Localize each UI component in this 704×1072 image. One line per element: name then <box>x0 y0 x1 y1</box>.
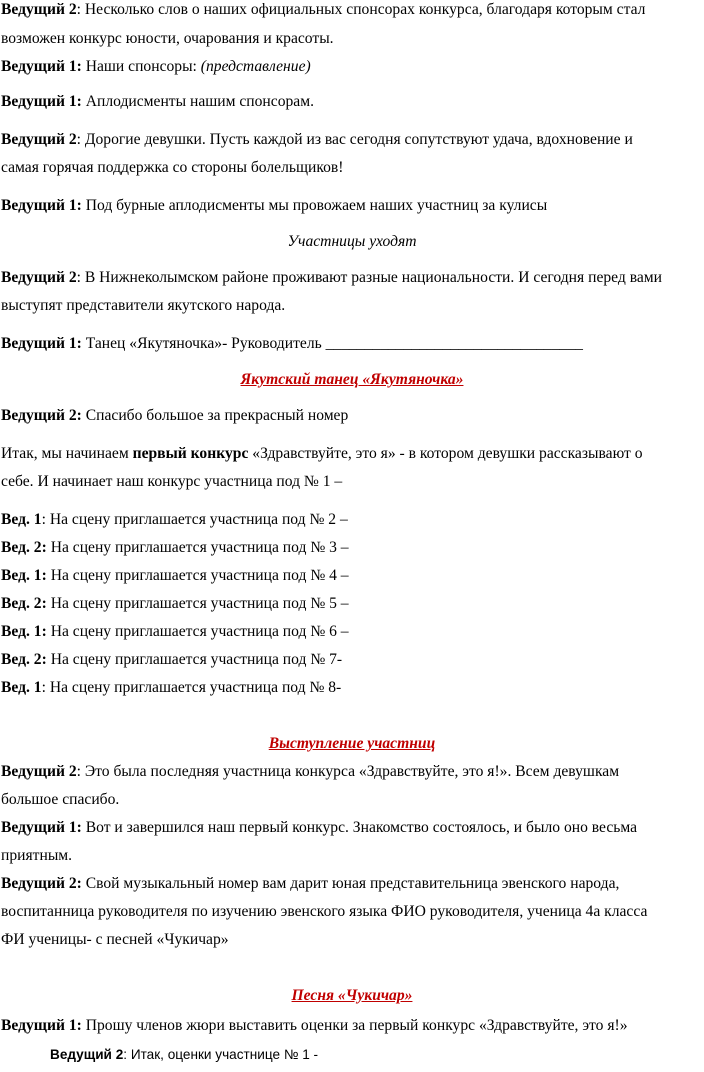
speaker-label: Вед. 1 <box>1 511 42 528</box>
paragraph-line: Ведущий 1: Прошу членов жюри выставить оценки за первый конкурс «Здравствуйте, это я!» <box>1 1017 628 1034</box>
paragraph-line: Ведущий 2: Спасибо большое за прекрасный номер <box>1 407 349 424</box>
speaker-label: Ведущий 1: <box>1 197 82 214</box>
speaker-label: Ведущий 2 <box>1 1 77 18</box>
section-heading: Якутский танец «Якутяночка» <box>240 371 464 388</box>
speaker-label: Ведущий 2 <box>1 269 77 286</box>
paragraph-line: себе. И начинает наш конкурс участница под № 1 – <box>1 473 343 490</box>
speaker-label: Ведущий 2 <box>1 131 77 148</box>
paragraph-line: Ведущий 1: Танец «Якутяночка»- Руководитель _________________________________ <box>1 335 583 352</box>
paragraph-line: выступят представители якутского народа. <box>1 297 286 314</box>
speaker-label: Ведущий 2 <box>1 763 77 780</box>
paragraph-line: Вед. 1: На сцену приглашается участница под № 4 – <box>1 567 349 584</box>
speaker-label: Вед. 1: <box>1 567 47 584</box>
speaker-label: Вед. 1: <box>1 623 47 640</box>
speaker-label: Вед. 2: <box>1 651 47 668</box>
speaker-label: Вед. 1 <box>1 679 42 696</box>
paragraph-line: Ведущий 2: В Нижнеколымском районе проживают разные национальности. И сегодня перед вами <box>1 269 662 286</box>
paragraph-line: Вед. 2: На сцену приглашается участница под № 7- <box>1 651 343 668</box>
paragraph-line: Вед. 2: На сцену приглашается участница под № 3 – <box>1 539 349 556</box>
paragraph-line: возможен конкурс юности, очарования и красоты. <box>1 30 334 47</box>
speaker-label: Ведущий 1: <box>1 335 82 352</box>
paragraph-line: Ведущий 2: Итак, оценки участнице № 1 - <box>50 1047 319 1062</box>
speaker-label: Ведущий 2: <box>1 407 82 424</box>
paragraph-line: Ведущий 2: Дорогие девушки. Пусть каждой из вас сегодня сопутствуют удача, вдохновение и <box>1 131 633 148</box>
paragraph-line: большое спасибо. <box>1 791 120 808</box>
paragraph-line: Вед. 1: На сцену приглашается участница под № 8- <box>1 679 342 696</box>
paragraph-line: Ведущий 2: Несколько слов о наших официальных спонсорах конкурса, благодаря которым стал <box>1 1 646 18</box>
section-heading: Песня «Чукичар» <box>291 987 413 1004</box>
paragraph-line: Вед. 1: На сцену приглашается участница под № 2 – <box>1 511 348 528</box>
speaker-label: Вед. 2: <box>1 595 47 612</box>
speaker-label: Ведущий 1: <box>1 819 82 836</box>
speaker-label: Ведущий 1: <box>1 1017 82 1034</box>
stage-direction: Участницы уходят <box>287 233 417 250</box>
paragraph-line: Ведущий 1: Под бурные аплодисменты мы провожаем наших участниц за кулисы <box>1 197 548 214</box>
paragraph-line: самая горячая поддержка со стороны болельщиков! <box>1 159 344 176</box>
speaker-label: Ведущий 1: <box>1 58 82 75</box>
paragraph-line: Вед. 1: На сцену приглашается участница под № 6 – <box>1 623 349 640</box>
speaker-label: Вед. 2: <box>1 539 47 556</box>
paragraph-line: Ведущий 1: Наши спонсоры: (представление) <box>1 58 311 75</box>
speaker-label: Ведущий 2 <box>50 1047 124 1062</box>
section-heading: Выступление участниц <box>268 735 436 752</box>
paragraph-line: воспитанница руководителя по изучению эвенского языка ФИО руководителя, ученица 4а класса <box>1 903 648 920</box>
paragraph-line: Вед. 2: На сцену приглашается участница под № 5 – <box>1 595 349 612</box>
speaker-label: Ведущий 2: <box>1 875 82 892</box>
speaker-label: Ведущий 1: <box>1 93 82 110</box>
paragraph-line: ФИ ученицы- с песней «Чукичар» <box>1 931 229 948</box>
paragraph-line: Ведущий 1: Вот и завершился наш первый конкурс. Знакомство состоялось, и было оно весьма <box>1 819 638 836</box>
paragraph-line: приятным. <box>1 847 73 864</box>
paragraph-line: Итак, мы начинаем первый конкурс «Здравствуйте, это я» - в котором девушки рассказывают о <box>1 445 643 462</box>
paragraph-line: Ведущий 1: Аплодисменты нашим спонсорам. <box>1 93 314 110</box>
paragraph-line: Ведущий 2: Свой музыкальный номер вам дарит юная представительница эвенского народа, <box>1 875 620 892</box>
paragraph-line: Ведущий 2: Это была последняя участница конкурса «Здравствуйте, это я!». Всем девушкам <box>1 763 620 780</box>
